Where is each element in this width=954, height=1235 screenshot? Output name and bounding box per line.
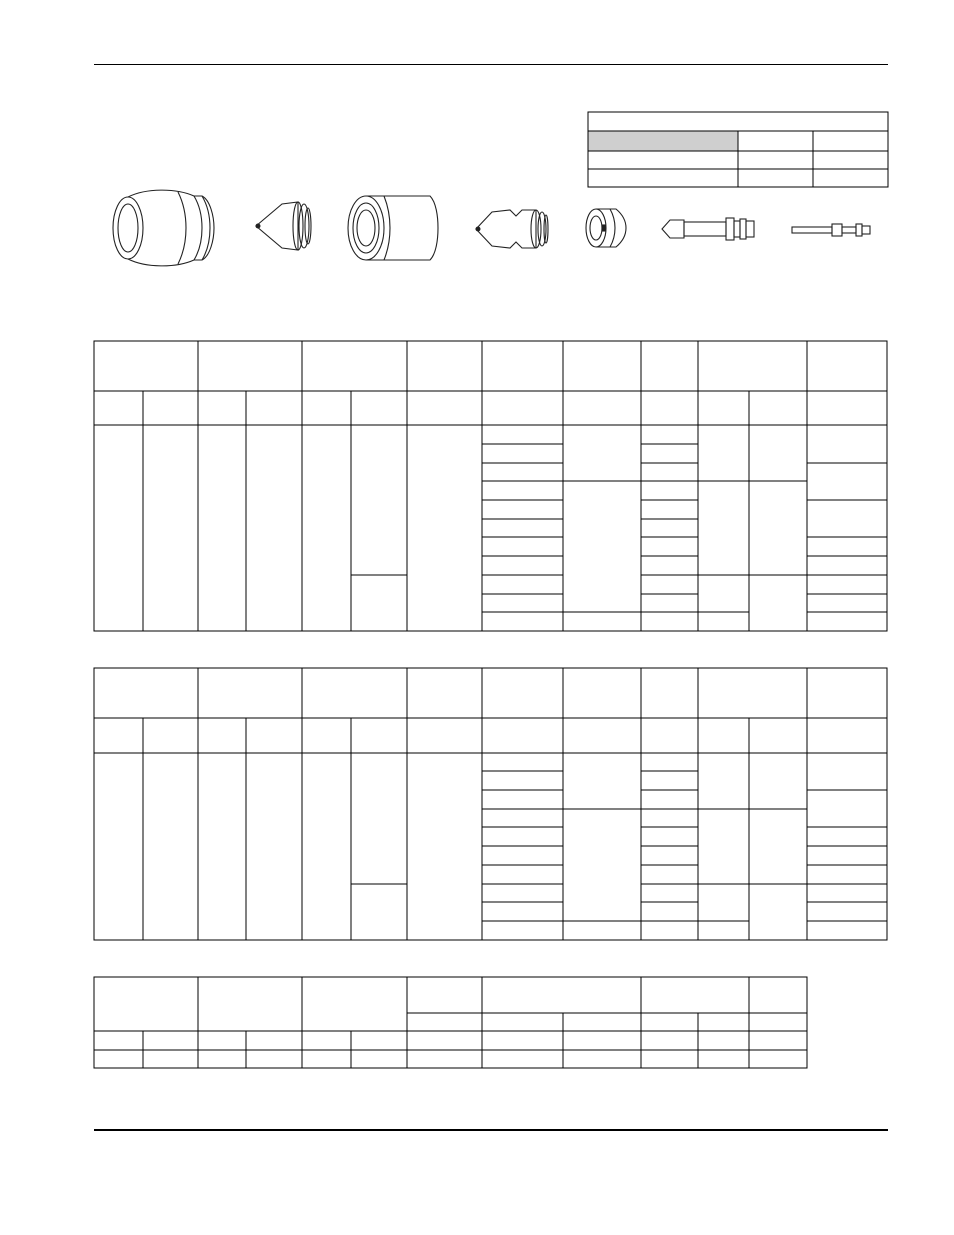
footer-rule bbox=[94, 1129, 888, 1131]
cut-chart-table-2 bbox=[94, 668, 887, 940]
cut-chart-table-3 bbox=[94, 977, 807, 1068]
cut-chart-table-1 bbox=[94, 341, 887, 631]
